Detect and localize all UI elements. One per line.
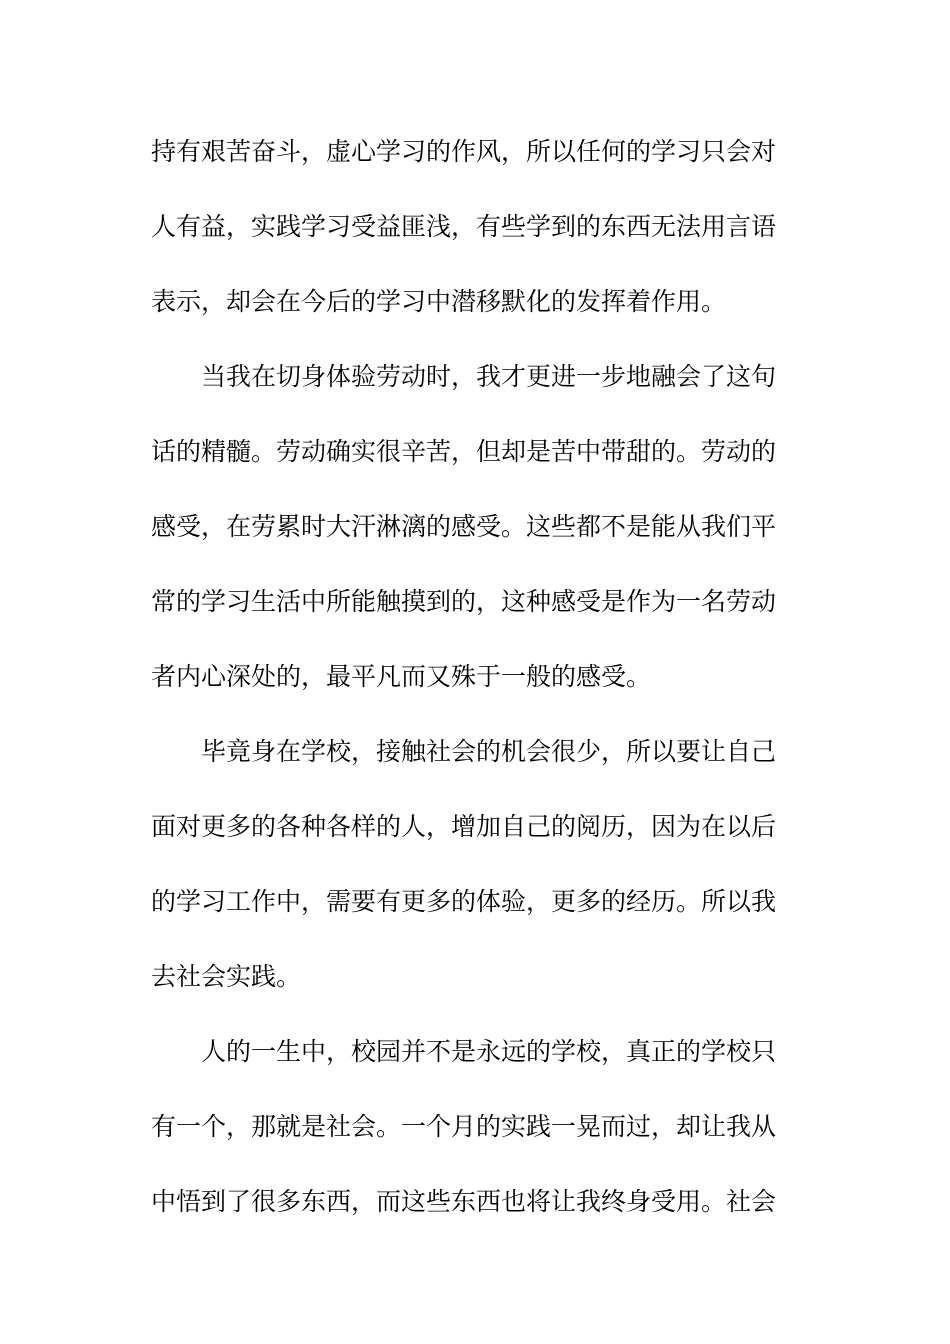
text-line: 中悟到了很多东西，而这些东西也将让我终身受用。社会: [151, 1187, 777, 1216]
text-line: 感受，在劳累时大汗淋漓的感受。这些都不是能从我们平: [151, 512, 777, 541]
paragraph-first-line: 人的一生中，校园并不是永远的学校，真正的学校只: [201, 1037, 777, 1066]
text-line: 者内心深处的，最平凡而又殊于一般的感受。: [151, 662, 652, 691]
text-line: 话的精髓。劳动确实很辛苦，但却是苦中带甜的。劳动的: [151, 437, 777, 466]
text-line: 持有艰苦奋斗，虚心学习的作风，所以任何的学习只会对: [151, 137, 777, 166]
text-line: 面对更多的各种各样的人，增加自己的阅历，因为在以后: [151, 812, 777, 841]
paragraph-first-line: 当我在切身体验劳动时，我才更进一步地融会了这句: [201, 362, 777, 391]
paragraph-first-line: 毕竟身在学校，接触社会的机会很少，所以要让自己: [201, 737, 777, 766]
text-line: 有一个，那就是社会。一个月的实践一晃而过，却让我从: [151, 1112, 777, 1141]
text-line: 人有益，实践学习受益匪浅，有些学到的东西无法用言语: [151, 212, 777, 241]
text-line: 常的学习生活中所能触摸到的，这种感受是作为一名劳动: [151, 587, 777, 616]
text-line: 去社会实践。: [151, 962, 302, 991]
text-line: 的学习工作中，需要有更多的体验，更多的经历。所以我: [151, 887, 777, 916]
text-line: 表示，却会在今后的学习中潜移默化的发挥着作用。: [151, 287, 727, 316]
